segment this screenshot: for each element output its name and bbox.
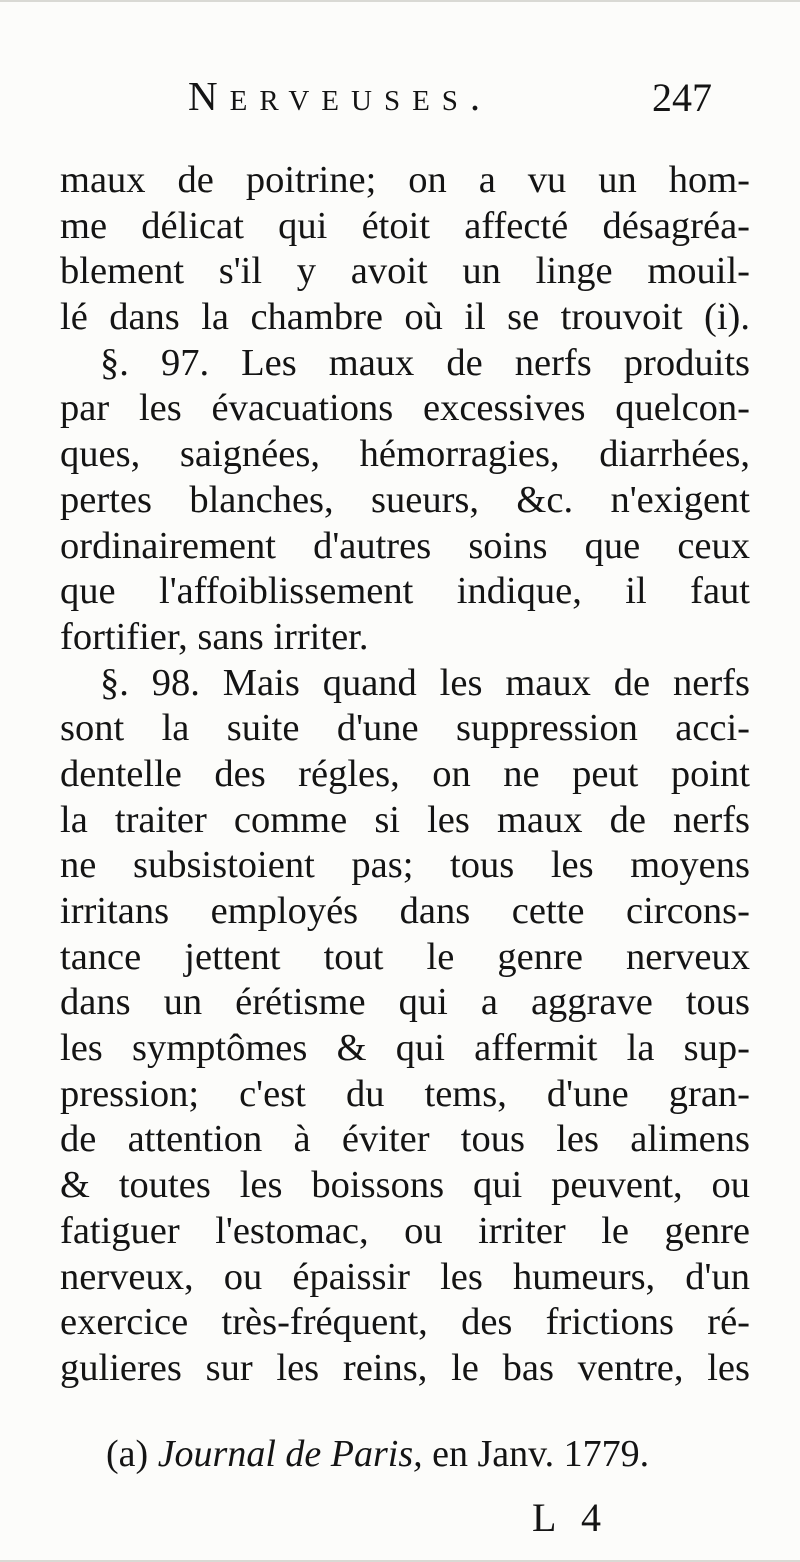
- footnote: [106, 1432, 649, 1476]
- text-line: fatiguer l'estomac, ou irriter le genre: [60, 1209, 750, 1252]
- text-line: sont la suite d'une suppression acci-: [60, 707, 750, 750]
- text-line: irritans employés dans cette circons-: [60, 890, 750, 932]
- text-line: dans un érétisme qui a aggrave tous: [60, 981, 750, 1024]
- text-line: pertes blanches, sueurs, &c. n'exigent: [60, 478, 750, 521]
- text-line: lé dans la chambre où il se trouvoit (i).: [60, 296, 750, 339]
- text-line: §. 97. Les maux de nerfs produits: [100, 341, 750, 384]
- text-line: maux de poitrine; on a vu un hom-: [60, 159, 750, 201]
- text-line: pression; c'est du tems, d'une gran-: [60, 1072, 750, 1115]
- text-line: dentelle des régles, on ne peut point: [60, 752, 750, 795]
- text-line: de attention à éviter tous les alimens: [60, 1118, 750, 1161]
- text-line: me délicat qui étoit affecté désagréa-: [60, 204, 750, 247]
- body-text: [60, 158, 750, 1392]
- running-title: Nerveuses.: [188, 73, 493, 119]
- text-line: §. 98. Mais quand les maux de nerfs: [100, 661, 750, 704]
- text-line: ordinairement d'autres soins que ceux: [60, 524, 750, 567]
- text-line: par les évacuations excessives quelcon-: [60, 387, 750, 430]
- footnote-marker: (a): [106, 1433, 149, 1475]
- text-line: la traiter comme si les maux de nerfs: [60, 798, 750, 841]
- text-line: nerveux, ou épaissir les humeurs, d'un: [60, 1255, 750, 1298]
- text-line: gulieres sur les reins, le bas ventre, les: [60, 1346, 750, 1389]
- text-line: ne subsistoient pas; tous les moyens: [60, 844, 750, 887]
- text-line: que l'affoiblissement indique, il faut: [60, 570, 750, 613]
- text-line: exercice très-fréquent, des frictions ré-: [60, 1301, 750, 1344]
- page-header: [0, 68, 800, 128]
- text-line: fortifier, sans irriter.: [60, 615, 369, 658]
- page-number: 247: [652, 75, 712, 120]
- text-line: tance jettent tout le genre nerveux: [60, 935, 750, 978]
- footnote-source: Journal de Paris,: [157, 1433, 423, 1475]
- text-line: ques, saignées, hémorragies, diarrhées,: [60, 433, 750, 476]
- signature-mark: L 4: [532, 1495, 609, 1540]
- page-edge-top: [0, 0, 800, 2]
- footnote-date: en Janv. 1779.: [432, 1433, 650, 1475]
- text-line: les symptômes & qui affermit la sup-: [60, 1027, 750, 1070]
- text-line: blement s'il y avoit un linge mouil-: [60, 250, 750, 293]
- text-line: & toutes les boissons qui peuvent, ou: [60, 1164, 750, 1207]
